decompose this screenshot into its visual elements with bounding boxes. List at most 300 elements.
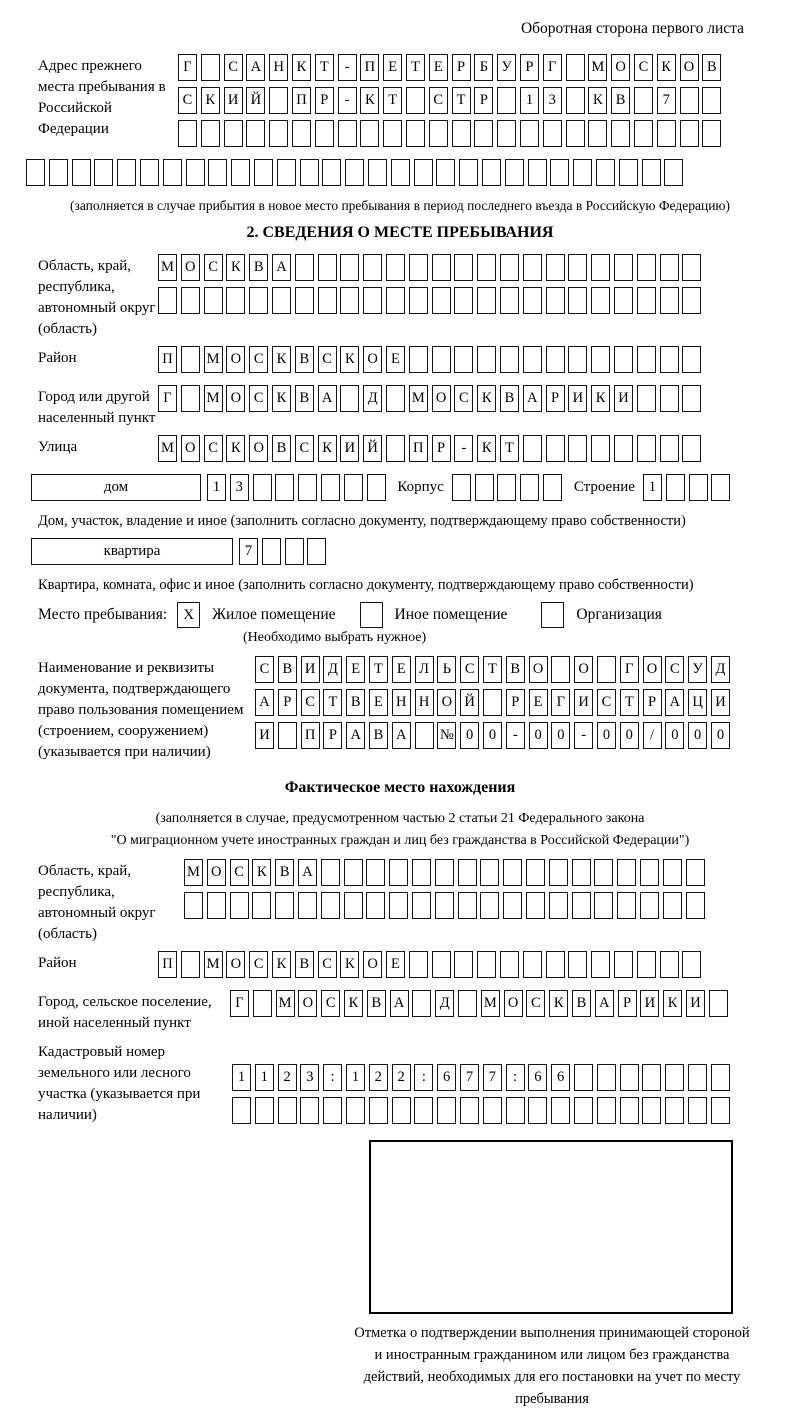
char-cell[interactable]: С (318, 346, 337, 373)
char-cell[interactable] (617, 859, 636, 886)
char-cell[interactable]: Г (543, 54, 562, 81)
char-cell[interactable] (500, 346, 519, 373)
char-cell[interactable] (454, 951, 473, 978)
char-cell[interactable] (503, 892, 522, 919)
char-cell[interactable]: О (298, 990, 317, 1017)
char-cell[interactable] (597, 1064, 616, 1091)
char-cell[interactable]: № (437, 722, 456, 749)
char-cell[interactable]: Т (620, 689, 639, 716)
char-cell[interactable] (262, 538, 281, 565)
char-cell[interactable]: : (323, 1064, 342, 1091)
char-cell[interactable]: К (340, 346, 359, 373)
char-cell[interactable] (181, 951, 200, 978)
char-cell[interactable]: Р (618, 990, 637, 1017)
char-cell[interactable] (665, 1064, 684, 1091)
char-cell[interactable] (429, 120, 448, 147)
char-cell[interactable] (591, 254, 610, 281)
char-cell[interactable]: А (595, 990, 614, 1017)
char-cell[interactable]: М (158, 254, 177, 281)
char-cell[interactable] (340, 254, 359, 281)
char-cell[interactable]: С (249, 346, 268, 373)
char-cell[interactable]: Е (429, 54, 448, 81)
char-cell[interactable] (637, 385, 656, 412)
char-cell[interactable]: П (301, 722, 320, 749)
char-cell[interactable] (682, 385, 701, 412)
char-cell[interactable]: К (549, 990, 568, 1017)
char-cell[interactable] (386, 385, 405, 412)
char-cell[interactable] (619, 159, 638, 186)
char-cell[interactable] (340, 385, 359, 412)
char-cell[interactable]: И (640, 990, 659, 1017)
char-cell[interactable] (459, 159, 478, 186)
char-cell[interactable] (497, 474, 516, 501)
char-cell[interactable] (158, 287, 177, 314)
char-cell[interactable] (230, 892, 249, 919)
char-cell[interactable]: И (340, 435, 359, 462)
char-cell[interactable] (546, 435, 565, 462)
char-cell[interactable] (414, 1097, 433, 1124)
char-cell[interactable]: - (506, 722, 525, 749)
char-cell[interactable]: Т (315, 54, 334, 81)
char-cell[interactable]: С (204, 435, 223, 462)
char-cell[interactable]: Е (346, 656, 365, 683)
char-cell[interactable] (568, 254, 587, 281)
char-cell[interactable] (391, 159, 410, 186)
char-cell[interactable]: Ц (688, 689, 707, 716)
char-cell[interactable]: 0 (483, 722, 502, 749)
char-cell[interactable]: Р (323, 722, 342, 749)
char-cell[interactable]: С (178, 87, 197, 114)
char-cell[interactable]: Н (392, 689, 411, 716)
char-cell[interactable]: : (506, 1064, 525, 1091)
char-cell[interactable] (184, 892, 203, 919)
char-cell[interactable] (640, 892, 659, 919)
char-cell[interactable]: С (597, 689, 616, 716)
char-cell[interactable] (620, 1097, 639, 1124)
char-cell[interactable] (437, 1097, 456, 1124)
char-cell[interactable]: - (338, 54, 357, 81)
char-cell[interactable] (574, 1097, 593, 1124)
char-cell[interactable] (660, 254, 679, 281)
char-cell[interactable]: 3 (300, 1064, 319, 1091)
char-cell[interactable]: Д (711, 656, 730, 683)
char-cell[interactable] (278, 722, 297, 749)
char-cell[interactable] (94, 159, 113, 186)
char-cell[interactable] (298, 892, 317, 919)
char-cell[interactable]: В (506, 656, 525, 683)
char-cell[interactable] (596, 159, 615, 186)
char-cell[interactable]: А (390, 990, 409, 1017)
char-cell[interactable] (663, 859, 682, 886)
char-cell[interactable] (389, 859, 408, 886)
char-cell[interactable]: И (574, 689, 593, 716)
char-cell[interactable]: Й (363, 435, 382, 462)
char-cell[interactable] (272, 287, 291, 314)
char-cell[interactable] (181, 385, 200, 412)
char-cell[interactable]: О (226, 346, 245, 373)
char-cell[interactable] (201, 54, 220, 81)
char-cell[interactable] (660, 951, 679, 978)
char-cell[interactable]: К (340, 951, 359, 978)
char-cell[interactable] (345, 159, 364, 186)
char-cell[interactable] (140, 159, 159, 186)
char-cell[interactable] (436, 159, 455, 186)
char-cell[interactable] (253, 990, 272, 1017)
char-cell[interactable] (526, 892, 545, 919)
char-cell[interactable]: - (338, 87, 357, 114)
char-cell[interactable] (454, 254, 473, 281)
char-cell[interactable] (475, 474, 494, 501)
char-cell[interactable]: С (665, 656, 684, 683)
char-cell[interactable] (415, 722, 434, 749)
char-cell[interactable] (295, 287, 314, 314)
char-cell[interactable]: Т (500, 435, 519, 462)
char-cell[interactable]: 7 (460, 1064, 479, 1091)
char-cell[interactable] (620, 1064, 639, 1091)
char-cell[interactable]: 2 (392, 1064, 411, 1091)
char-cell[interactable]: 7 (239, 538, 258, 565)
char-cell[interactable] (409, 346, 428, 373)
char-cell[interactable] (520, 474, 539, 501)
char-cell[interactable]: Й (246, 87, 265, 114)
char-cell[interactable]: Р (520, 54, 539, 81)
char-cell[interactable] (360, 120, 379, 147)
char-cell[interactable] (506, 1097, 525, 1124)
char-cell[interactable]: Р (643, 689, 662, 716)
char-cell[interactable]: 0 (688, 722, 707, 749)
char-cell[interactable] (452, 474, 471, 501)
char-cell[interactable] (591, 346, 610, 373)
char-cell[interactable] (482, 159, 501, 186)
char-cell[interactable] (682, 951, 701, 978)
char-cell[interactable] (458, 859, 477, 886)
char-cell[interactable] (386, 287, 405, 314)
char-cell[interactable] (432, 951, 451, 978)
char-cell[interactable] (363, 254, 382, 281)
char-cell[interactable] (528, 159, 547, 186)
char-cell[interactable] (207, 892, 226, 919)
char-cell[interactable]: Р (432, 435, 451, 462)
char-cell[interactable] (344, 474, 363, 501)
char-cell[interactable]: К (588, 87, 607, 114)
char-cell[interactable]: Е (369, 689, 388, 716)
char-cell[interactable] (72, 159, 91, 186)
char-cell[interactable]: К (201, 87, 220, 114)
char-cell[interactable] (321, 474, 340, 501)
char-cell[interactable] (591, 951, 610, 978)
char-cell[interactable] (594, 892, 613, 919)
char-cell[interactable]: Р (278, 689, 297, 716)
char-cell[interactable]: П (158, 346, 177, 373)
char-cell[interactable]: Р (546, 385, 565, 412)
char-cell[interactable]: В (367, 990, 386, 1017)
char-cell[interactable] (591, 435, 610, 462)
char-cell[interactable] (614, 951, 633, 978)
char-cell[interactable] (500, 254, 519, 281)
char-cell[interactable]: С (634, 54, 653, 81)
char-cell[interactable] (551, 1097, 570, 1124)
char-cell[interactable]: С (249, 951, 268, 978)
char-cell[interactable]: С (526, 990, 545, 1017)
char-cell[interactable] (702, 120, 721, 147)
char-cell[interactable]: И (686, 990, 705, 1017)
char-cell[interactable] (546, 254, 565, 281)
char-cell[interactable]: О (207, 859, 226, 886)
char-cell[interactable] (409, 287, 428, 314)
char-cell[interactable] (231, 159, 250, 186)
char-cell[interactable] (505, 159, 524, 186)
char-cell[interactable] (412, 990, 431, 1017)
char-cell[interactable] (246, 120, 265, 147)
char-cell[interactable]: Е (392, 656, 411, 683)
char-cell[interactable] (454, 346, 473, 373)
char-cell[interactable] (458, 990, 477, 1017)
char-cell[interactable]: К (663, 990, 682, 1017)
char-cell[interactable]: Р (315, 87, 334, 114)
char-cell[interactable]: Л (415, 656, 434, 683)
char-cell[interactable] (292, 120, 311, 147)
char-cell[interactable] (275, 892, 294, 919)
char-cell[interactable] (460, 1097, 479, 1124)
char-cell[interactable] (546, 287, 565, 314)
char-cell[interactable]: О (680, 54, 699, 81)
char-cell[interactable]: К (226, 254, 245, 281)
char-cell[interactable] (318, 287, 337, 314)
char-cell[interactable] (368, 159, 387, 186)
char-cell[interactable] (594, 859, 613, 886)
char-cell[interactable] (523, 435, 542, 462)
char-cell[interactable]: И (255, 722, 274, 749)
char-cell[interactable]: Б (474, 54, 493, 81)
char-cell[interactable] (344, 892, 363, 919)
char-cell[interactable] (295, 254, 314, 281)
char-cell[interactable]: О (226, 385, 245, 412)
char-cell[interactable]: А (246, 54, 265, 81)
char-cell[interactable]: Т (452, 87, 471, 114)
char-cell[interactable] (322, 159, 341, 186)
char-cell[interactable]: М (204, 385, 223, 412)
char-cell[interactable]: / (643, 722, 662, 749)
char-cell[interactable] (660, 287, 679, 314)
char-cell[interactable] (321, 892, 340, 919)
char-cell[interactable]: В (369, 722, 388, 749)
char-cell[interactable]: О (181, 254, 200, 281)
char-cell[interactable] (307, 538, 326, 565)
char-cell[interactable] (711, 474, 730, 501)
char-cell[interactable] (642, 1064, 661, 1091)
char-cell[interactable]: Г (230, 990, 249, 1017)
char-cell[interactable]: А (523, 385, 542, 412)
char-cell[interactable]: О (363, 951, 382, 978)
char-cell[interactable] (477, 287, 496, 314)
char-cell[interactable]: К (657, 54, 676, 81)
char-cell[interactable] (528, 1097, 547, 1124)
char-cell[interactable] (163, 159, 182, 186)
char-cell[interactable]: 0 (597, 722, 616, 749)
char-cell[interactable] (614, 435, 633, 462)
char-cell[interactable] (323, 1097, 342, 1124)
char-cell[interactable] (178, 120, 197, 147)
char-cell[interactable] (497, 120, 516, 147)
char-cell[interactable]: В (278, 656, 297, 683)
char-cell[interactable]: К (272, 951, 291, 978)
char-cell[interactable]: 7 (657, 87, 676, 114)
char-cell[interactable] (480, 892, 499, 919)
char-cell[interactable]: В (295, 951, 314, 978)
char-cell[interactable]: 0 (620, 722, 639, 749)
char-cell[interactable] (480, 859, 499, 886)
char-cell[interactable] (409, 951, 428, 978)
char-cell[interactable] (181, 287, 200, 314)
char-cell[interactable]: К (318, 435, 337, 462)
char-cell[interactable] (546, 346, 565, 373)
char-cell[interactable]: М (204, 951, 223, 978)
char-cell[interactable] (588, 120, 607, 147)
char-cell[interactable] (315, 120, 334, 147)
char-cell[interactable] (186, 159, 205, 186)
char-cell[interactable]: Т (323, 689, 342, 716)
char-cell[interactable] (249, 287, 268, 314)
char-cell[interactable]: : (414, 1064, 433, 1091)
char-cell[interactable]: 2 (369, 1064, 388, 1091)
char-cell[interactable]: А (272, 254, 291, 281)
char-cell[interactable] (543, 120, 562, 147)
char-cell[interactable]: П (360, 54, 379, 81)
char-cell[interactable]: Е (529, 689, 548, 716)
char-cell[interactable]: К (226, 435, 245, 462)
char-cell[interactable] (389, 892, 408, 919)
char-cell[interactable] (572, 859, 591, 886)
char-cell[interactable]: П (292, 87, 311, 114)
char-cell[interactable]: 1 (255, 1064, 274, 1091)
char-cell[interactable] (181, 346, 200, 373)
char-cell[interactable]: О (643, 656, 662, 683)
char-cell[interactable]: Г (551, 689, 570, 716)
char-cell[interactable] (452, 120, 471, 147)
char-cell[interactable] (526, 859, 545, 886)
char-cell[interactable] (682, 254, 701, 281)
char-cell[interactable] (543, 474, 562, 501)
char-cell[interactable]: И (568, 385, 587, 412)
char-cell[interactable]: Г (620, 656, 639, 683)
char-cell[interactable]: 1 (207, 474, 226, 501)
char-cell[interactable]: К (591, 385, 610, 412)
char-cell[interactable] (366, 892, 385, 919)
char-cell[interactable]: О (181, 435, 200, 462)
char-cell[interactable] (686, 859, 705, 886)
char-cell[interactable] (637, 287, 656, 314)
char-cell[interactable] (483, 689, 502, 716)
char-cell[interactable]: Д (363, 385, 382, 412)
char-cell[interactable] (688, 1097, 707, 1124)
char-cell[interactable] (277, 159, 296, 186)
checkbox-residential[interactable]: X (177, 602, 200, 628)
char-cell[interactable] (614, 287, 633, 314)
char-cell[interactable] (660, 385, 679, 412)
char-cell[interactable]: В (611, 87, 630, 114)
char-cell[interactable]: 2 (278, 1064, 297, 1091)
char-cell[interactable] (660, 346, 679, 373)
char-cell[interactable] (573, 159, 592, 186)
char-cell[interactable]: С (318, 951, 337, 978)
char-cell[interactable] (432, 346, 451, 373)
char-cell[interactable]: К (272, 346, 291, 373)
char-cell[interactable] (435, 859, 454, 886)
char-cell[interactable]: С (460, 656, 479, 683)
char-cell[interactable]: О (363, 346, 382, 373)
char-cell[interactable] (503, 859, 522, 886)
char-cell[interactable] (497, 87, 516, 114)
char-cell[interactable]: 0 (551, 722, 570, 749)
char-cell[interactable] (520, 120, 539, 147)
char-cell[interactable]: А (392, 722, 411, 749)
char-cell[interactable]: В (249, 254, 268, 281)
char-cell[interactable] (637, 346, 656, 373)
char-cell[interactable]: Р (506, 689, 525, 716)
char-cell[interactable]: А (255, 689, 274, 716)
char-cell[interactable]: В (275, 859, 294, 886)
char-cell[interactable] (523, 346, 542, 373)
char-cell[interactable]: И (224, 87, 243, 114)
char-cell[interactable] (321, 859, 340, 886)
char-cell[interactable] (568, 346, 587, 373)
char-cell[interactable] (300, 1097, 319, 1124)
char-cell[interactable] (680, 87, 699, 114)
char-cell[interactable] (634, 120, 653, 147)
char-cell[interactable] (689, 474, 708, 501)
char-cell[interactable]: П (409, 435, 428, 462)
char-cell[interactable] (665, 1097, 684, 1124)
char-cell[interactable]: Ь (437, 656, 456, 683)
char-cell[interactable] (383, 120, 402, 147)
char-cell[interactable]: 3 (230, 474, 249, 501)
char-cell[interactable] (611, 120, 630, 147)
char-cell[interactable]: О (437, 689, 456, 716)
char-cell[interactable] (523, 951, 542, 978)
char-cell[interactable] (591, 287, 610, 314)
char-cell[interactable] (435, 892, 454, 919)
char-cell[interactable] (367, 474, 386, 501)
char-cell[interactable] (406, 87, 425, 114)
char-cell[interactable]: С (255, 656, 274, 683)
char-cell[interactable] (663, 892, 682, 919)
char-cell[interactable]: С (204, 254, 223, 281)
char-cell[interactable] (298, 474, 317, 501)
char-cell[interactable]: 0 (529, 722, 548, 749)
char-cell[interactable]: С (454, 385, 473, 412)
char-cell[interactable] (664, 159, 683, 186)
char-cell[interactable] (26, 159, 45, 186)
char-cell[interactable] (232, 1097, 251, 1124)
char-cell[interactable]: О (611, 54, 630, 81)
char-cell[interactable] (474, 120, 493, 147)
char-cell[interactable] (204, 287, 223, 314)
char-cell[interactable] (657, 120, 676, 147)
char-cell[interactable] (338, 120, 357, 147)
char-cell[interactable] (454, 287, 473, 314)
char-cell[interactable]: И (711, 689, 730, 716)
char-cell[interactable]: Е (386, 951, 405, 978)
char-cell[interactable]: О (432, 385, 451, 412)
char-cell[interactable]: 6 (437, 1064, 456, 1091)
char-cell[interactable]: О (249, 435, 268, 462)
char-cell[interactable]: К (344, 990, 363, 1017)
char-cell[interactable]: К (292, 54, 311, 81)
char-cell[interactable]: В (295, 385, 314, 412)
char-cell[interactable] (269, 120, 288, 147)
char-cell[interactable]: С (224, 54, 243, 81)
char-cell[interactable]: 0 (460, 722, 479, 749)
